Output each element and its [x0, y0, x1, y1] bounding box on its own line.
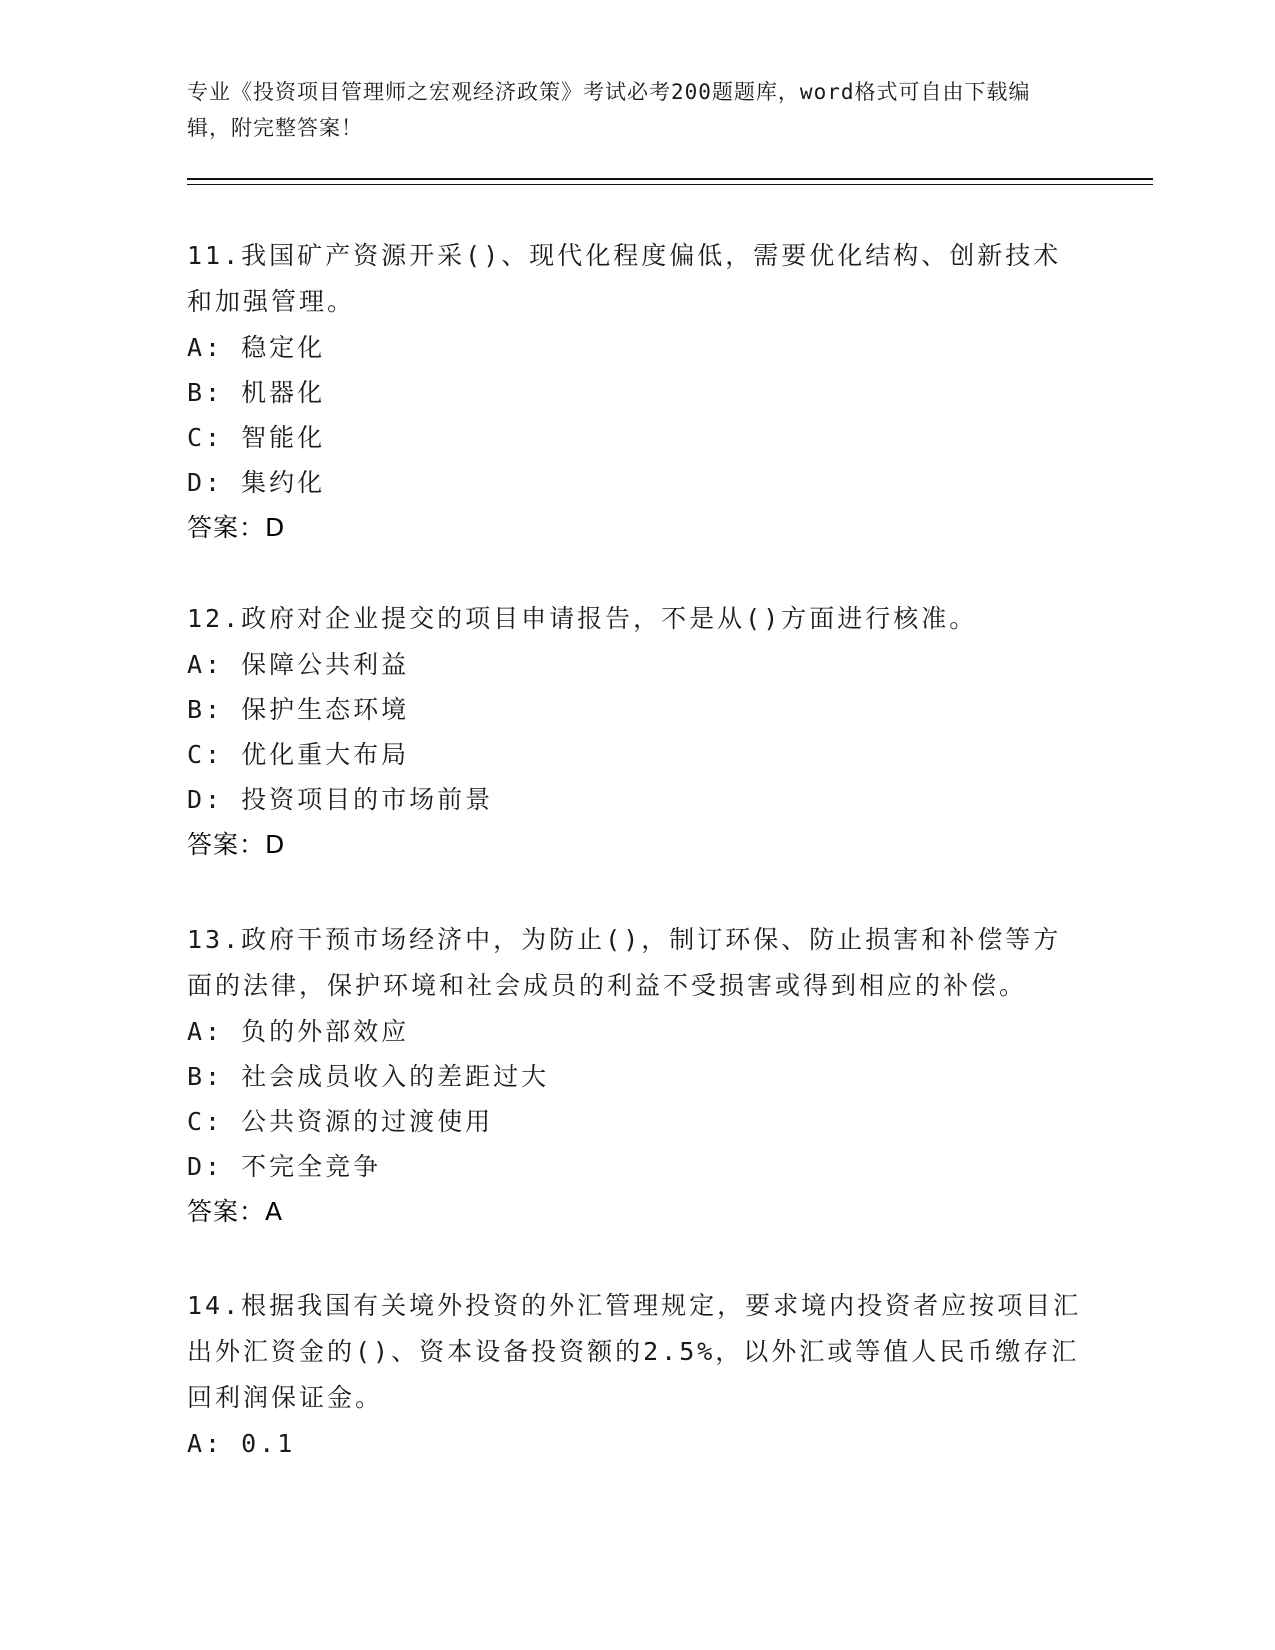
option-d: D: 不完全竞争 — [187, 1152, 382, 1181]
option-b: B: 社会成员收入的差距过大 — [187, 1062, 550, 1091]
answer: 答案：D — [187, 830, 286, 859]
option-b: B: 保护生态环境 — [187, 695, 410, 724]
option-a: A: 保障公共利益 — [187, 650, 410, 679]
question-stem: 12.政府对企业提交的项目申请报告，不是从()方面进行核准。 — [187, 604, 978, 633]
question-12 — [187, 596, 1087, 867]
option-a: A: 0.1 — [187, 1429, 296, 1458]
question-stem: 13.政府干预市场经济中，为防止()，制订环保、防止损害和补偿等方面的法律，保护环境和社会成员的利益不受损害或得到相应的补偿。 — [187, 925, 1062, 1000]
option-a: A: 负的外部效应 — [187, 1017, 410, 1046]
option-d: D: 投资项目的市场前景 — [187, 785, 494, 814]
option-c: C: 智能化 — [187, 423, 326, 452]
answer: 答案：D — [187, 513, 286, 542]
question-14 — [187, 1283, 1087, 1466]
answer: 答案：A — [187, 1197, 284, 1226]
question-stem: 14.根据我国有关境外投资的外汇管理规定，要求境内投资者应按项目汇出外汇资金的()、资本设备投资额的2.5%，以外汇或等值人民币缴存汇回利润保证金。 — [187, 1291, 1082, 1412]
header-divider-thin — [187, 184, 1153, 185]
header-divider — [187, 178, 1153, 180]
question-stem: 11.我国矿产资源开采()、现代化程度偏低，需要优化结构、创新技术和加强管理。 — [187, 241, 1062, 316]
option-c: C: 公共资源的过渡使用 — [187, 1107, 494, 1136]
option-a: A: 稳定化 — [187, 333, 326, 362]
option-b: B: 机器化 — [187, 378, 326, 407]
document-header: 专业《投资项目管理师之宏观经济政策》考试必考200题题库，word格式可自由下载编辑，附完整答案！ — [187, 80, 1031, 140]
question-11 — [187, 233, 1087, 550]
option-c: C: 优化重大布局 — [187, 740, 410, 769]
option-d: D: 集约化 — [187, 468, 326, 497]
question-13 — [187, 917, 1087, 1234]
